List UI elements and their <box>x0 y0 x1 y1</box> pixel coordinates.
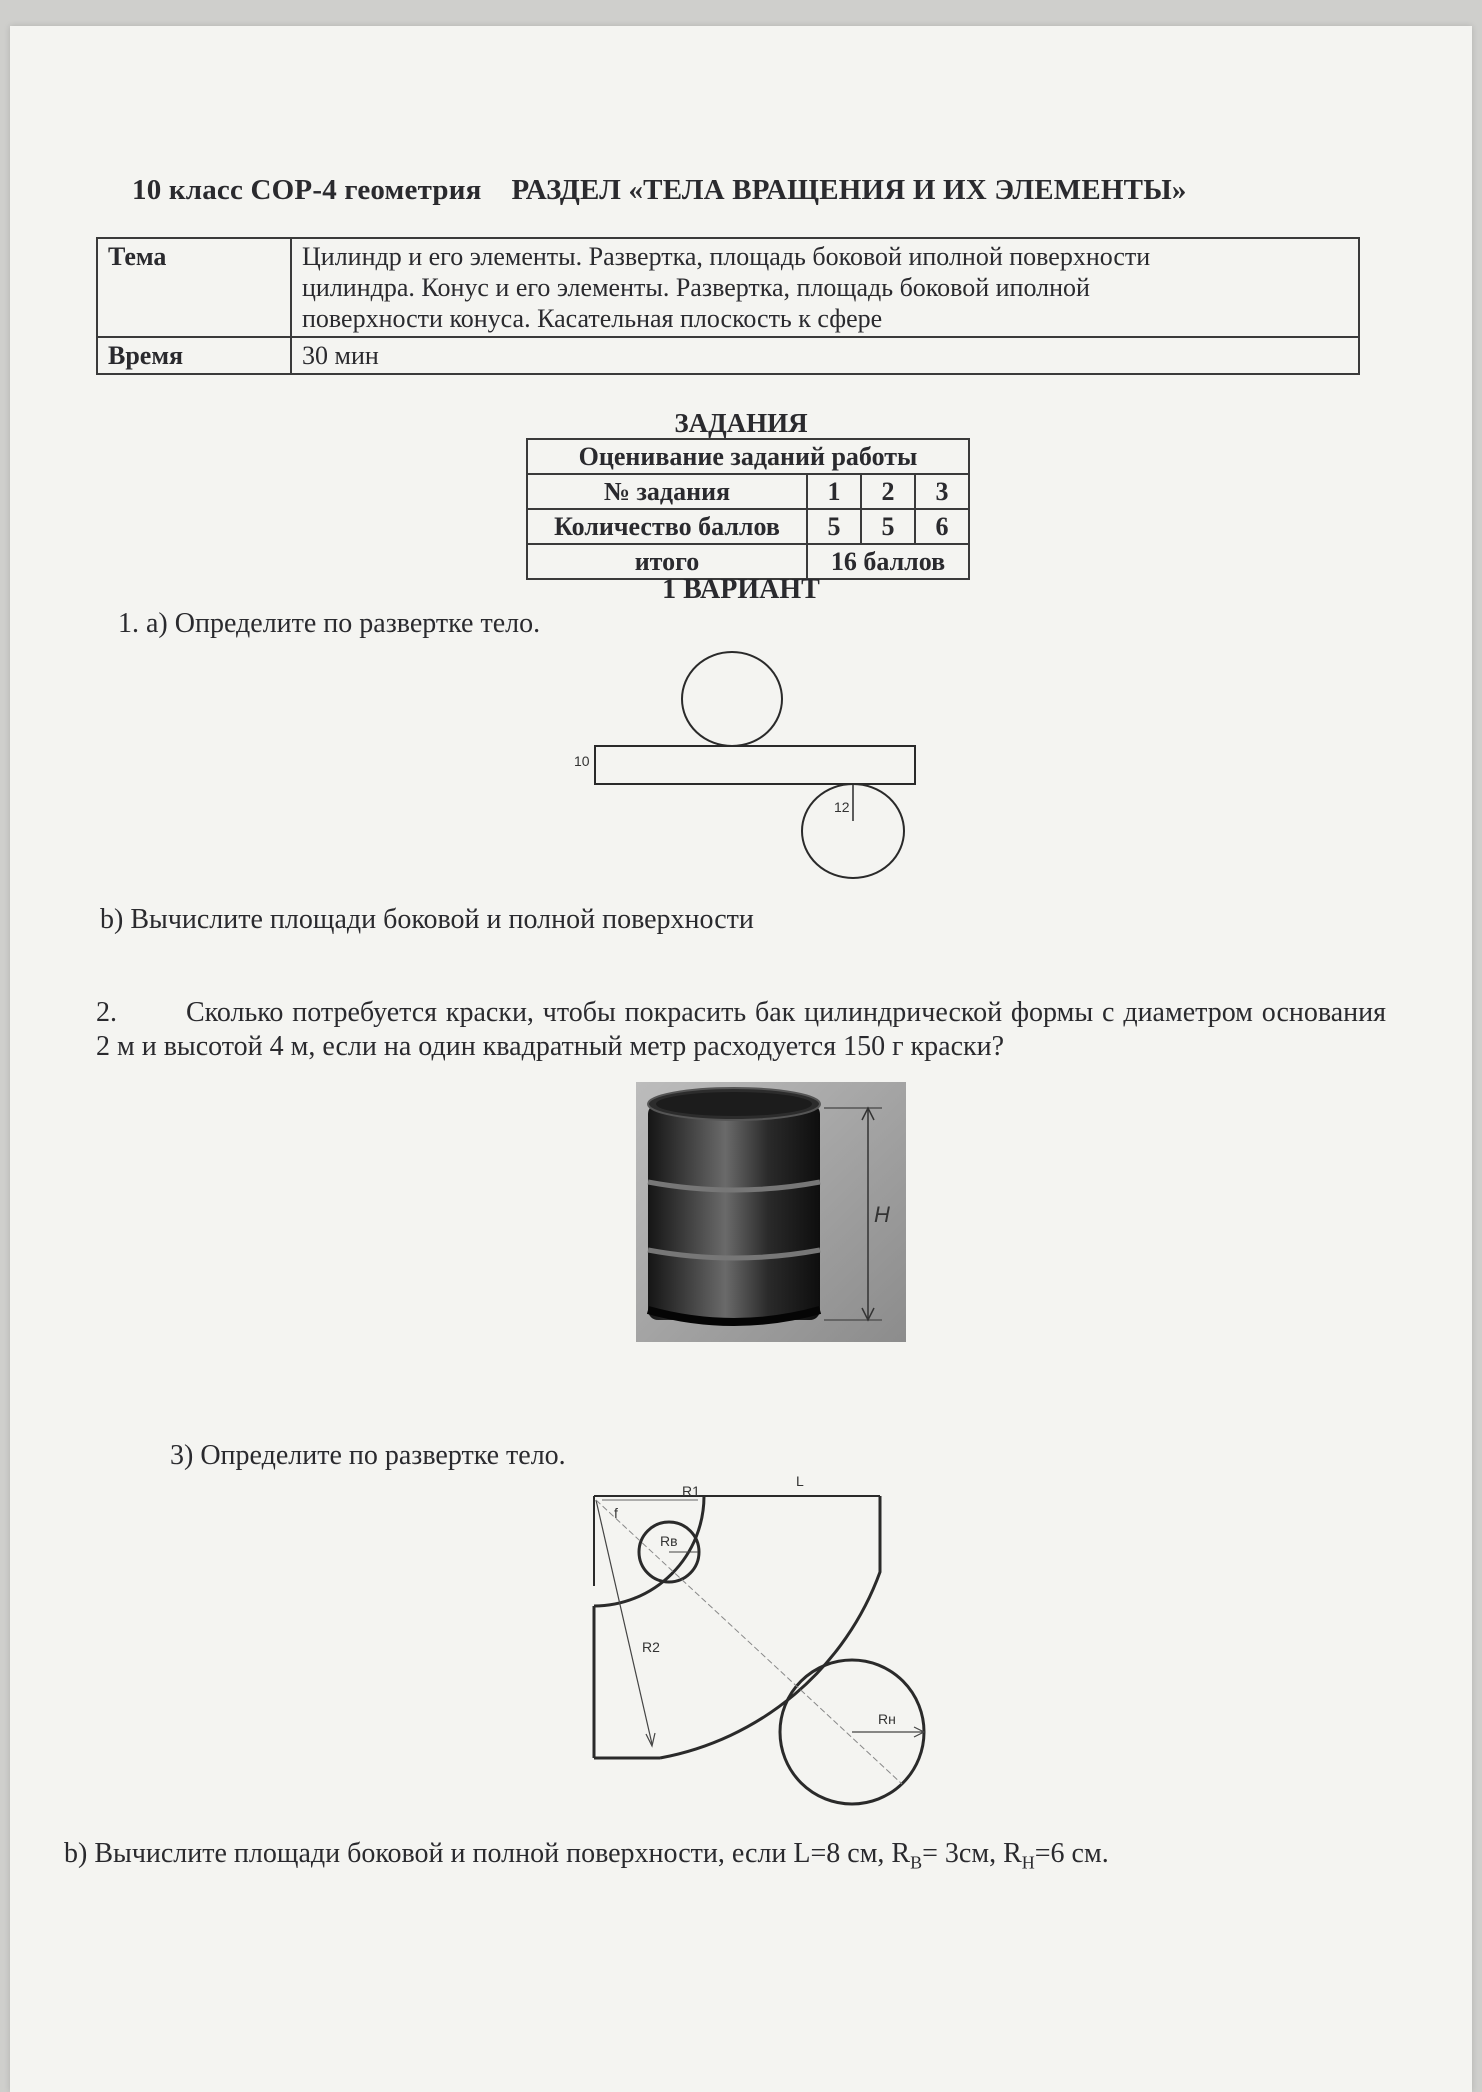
question-3b-sub-h: H <box>1021 1852 1035 1873</box>
grading-title-row <box>527 439 969 474</box>
question-2-text: Сколько потребуется краски, чтобы покрасить бак цилиндрической формы с диаметром основания 2 м и высотой 4 м, если на один квадратный метр расходуется 150 г краски? <box>96 997 1386 1062</box>
page-header <box>132 174 1187 207</box>
frustum-net-figure <box>580 1466 950 1816</box>
width-label: 10 <box>574 753 590 769</box>
header-section-title: РАЗДЕЛ «ТЕЛА ВРАЩЕНИЯ И ИХ ЭЛЕМЕНТЫ» <box>511 174 1187 206</box>
topic-line: поверхности конуса. Касательная плоскость к сфере <box>302 304 883 333</box>
barrel-rim <box>656 1092 812 1116</box>
barrel-body <box>648 1104 820 1320</box>
question-3b-prefix: b) Вычислите площади боковой и полной поверхности, если L=8 см, R <box>64 1838 911 1869</box>
task-number-cell: 1 <box>807 474 861 509</box>
task-number-row <box>527 474 969 509</box>
topic-label: Тема <box>97 238 291 337</box>
question-1b: b) Вычислите площади боковой и полной поверхности <box>100 904 754 935</box>
grading-title: Оценивание заданий работы <box>527 439 969 474</box>
topic-line: Цилиндр и его элементы. Развертка, площадь боковой иполной поверхности <box>302 242 1151 271</box>
inner-arc <box>594 1496 704 1606</box>
label-RB: Rв <box>660 1533 678 1549</box>
label-R1: R1 <box>682 1483 700 1499</box>
top-base-circle <box>682 652 782 746</box>
label-L: L <box>796 1473 804 1489</box>
height-label: 12 <box>834 799 850 815</box>
points-cell: 6 <box>915 509 969 544</box>
grading-table <box>526 438 970 580</box>
total-label: итого <box>527 544 807 579</box>
time-value: 30 мин <box>291 337 1359 374</box>
topic-line: цилиндра. Конус и его элементы. Развертка, площадь боковой иполной <box>302 273 1090 302</box>
question-2-number: 2. <box>96 997 117 1028</box>
header-class-subject: 10 класс СОР-4 геометрия <box>132 174 482 206</box>
task-number-cell: 3 <box>915 474 969 509</box>
label-RH: Rн <box>878 1711 896 1727</box>
tasks-heading: ЗАДАНИЯ <box>674 408 808 438</box>
question-3b-sub-b: B <box>910 1852 923 1873</box>
task-number-cell: 2 <box>861 474 915 509</box>
points-label: Количество баллов <box>527 509 807 544</box>
question-2 <box>96 996 1386 1064</box>
question-3a: 3) Определите по развертке тело. <box>170 1440 566 1471</box>
outer-arc-sector <box>594 1496 880 1748</box>
height-label: H <box>874 1202 890 1227</box>
question-1a: 1. а) Определите по развертке тело. <box>118 608 541 639</box>
points-row <box>527 509 969 544</box>
variant-heading: 1 ВАРИАНТ <box>662 574 820 605</box>
label-R2: R2 <box>642 1639 660 1655</box>
worksheet-page <box>10 26 1472 2092</box>
barrel-figure <box>636 1082 906 1342</box>
question-3b-suffix: =6 см. <box>1034 1838 1109 1869</box>
points-cell: 5 <box>861 509 915 544</box>
topic-value <box>291 238 1359 337</box>
time-row <box>97 337 1359 374</box>
lateral-surface-rect <box>595 746 915 784</box>
points-cell: 5 <box>807 509 861 544</box>
label-f: f <box>614 1505 618 1521</box>
cylinder-net-figure <box>570 656 930 881</box>
task-number-label: № задания <box>527 474 807 509</box>
question-3b <box>64 1838 1109 1874</box>
total-value: 16 баллов <box>807 544 969 579</box>
question-3b-mid: = 3см, R <box>922 1838 1022 1869</box>
time-label: Время <box>97 337 291 374</box>
topic-table <box>96 237 1360 375</box>
topic-row <box>97 238 1359 337</box>
